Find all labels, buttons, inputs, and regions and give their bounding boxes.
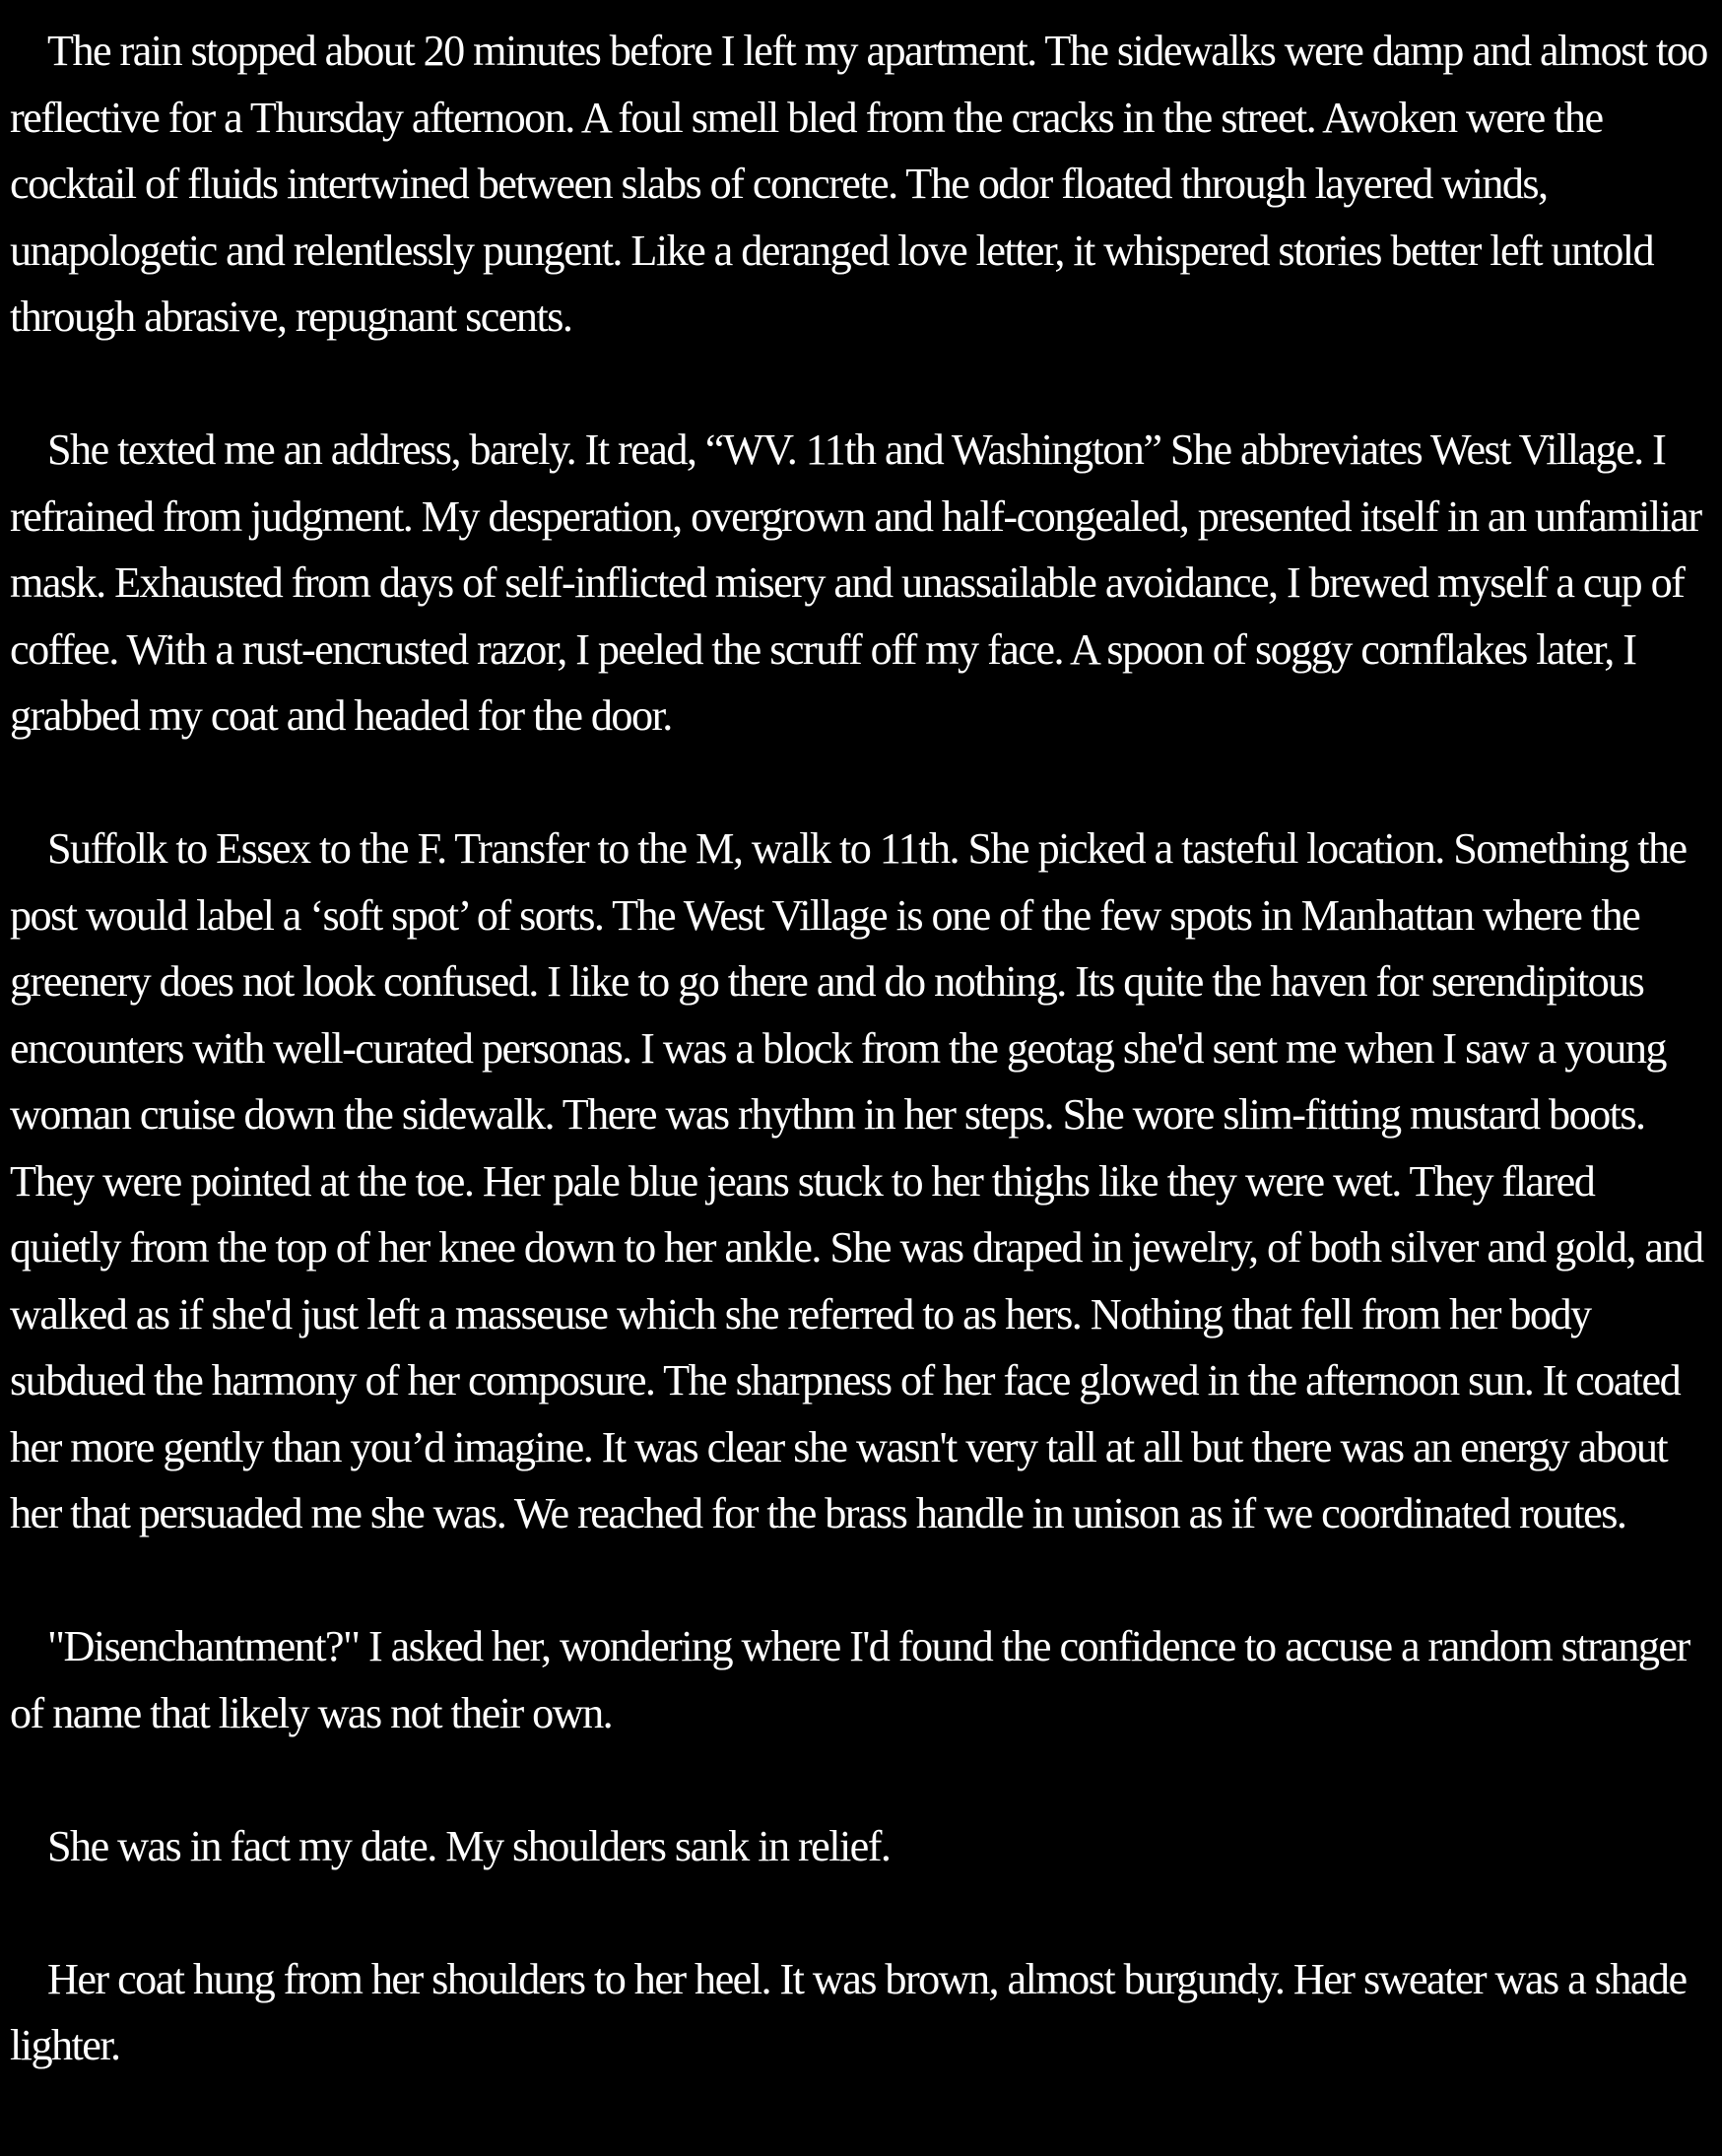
paragraph-1: The rain stopped about 20 minutes before I left my apartment. The sidewalks were damp and almost too reflective for a Thursday afternoon. A foul smell bled from the cracks in the street. Awoken were the cocktail of fluids intertwined between slabs of concrete. The odor floated through layered winds, unapologetic and relentlessly pungent. Like a deranged love letter, it whispered stories better left untold through abrasive, repugnant scents.: [10, 27, 1707, 341]
paragraph-2: She texted me an address, barely. It read, “WV. 11th and Washington” She abbreviates West Village. I refrained from judgment. My desperation, overgrown and half-congealed, presented itself in an unfamiliar mask. Exhausted from days of self-inflicted misery and unassailable avoidance, I brewed myself a cup of coffee. With a rust-encrusted razor, I peeled the scruff off my face. A spoon of soggy cornflakes later, I grabbed my coat and headed for the door.: [10, 425, 1701, 740]
paragraph-4: "Disenchantment?" I asked her, wondering where I'd found the confidence to accuse a random stranger of name that likely was not their own.: [10, 1622, 1689, 1737]
paragraph-6: Her coat hung from her shoulders to her heel. It was brown, almost burgundy. Her sweater was a shade lighter.: [10, 1954, 1687, 2069]
paragraph-5: She was in fact my date. My shoulders sank in relief.: [47, 1821, 891, 1870]
paragraph-3: Suffolk to Essex to the F. Transfer to the M, walk to 11th. She picked a tasteful location. Something the post would label a ‘soft spot’ of sorts. The West Village is one of the few spots in Manhattan where the greenery does not look confused. I like to go there and do nothing. Its quite the haven for serendipitous encounters with well-curated personas. I was a block from the geotag she'd sent me when I saw a young woman cruise down the sidewalk. There was rhythm in her steps. She wore slim-fitting mustard boots. They were pointed at the toe. Her pale blue jeans stuck to her thighs like they were wet. They flared quietly from the top of her knee down to her ankle. She was draped in jewelry, of both silver and gold, and walked as if she'd just left a masseuse which she referred to as hers. Nothing that fell from her body subdued the harmony of her composure. The sharpness of her face glowed in the afternoon sun. It coated her more gently than you’d imagine. It was clear she wasn't very tall at all but there was an energy about her that persuaded me she was. We reached for the brass handle in unison as if we coordinated routes.: [10, 824, 1703, 1537]
